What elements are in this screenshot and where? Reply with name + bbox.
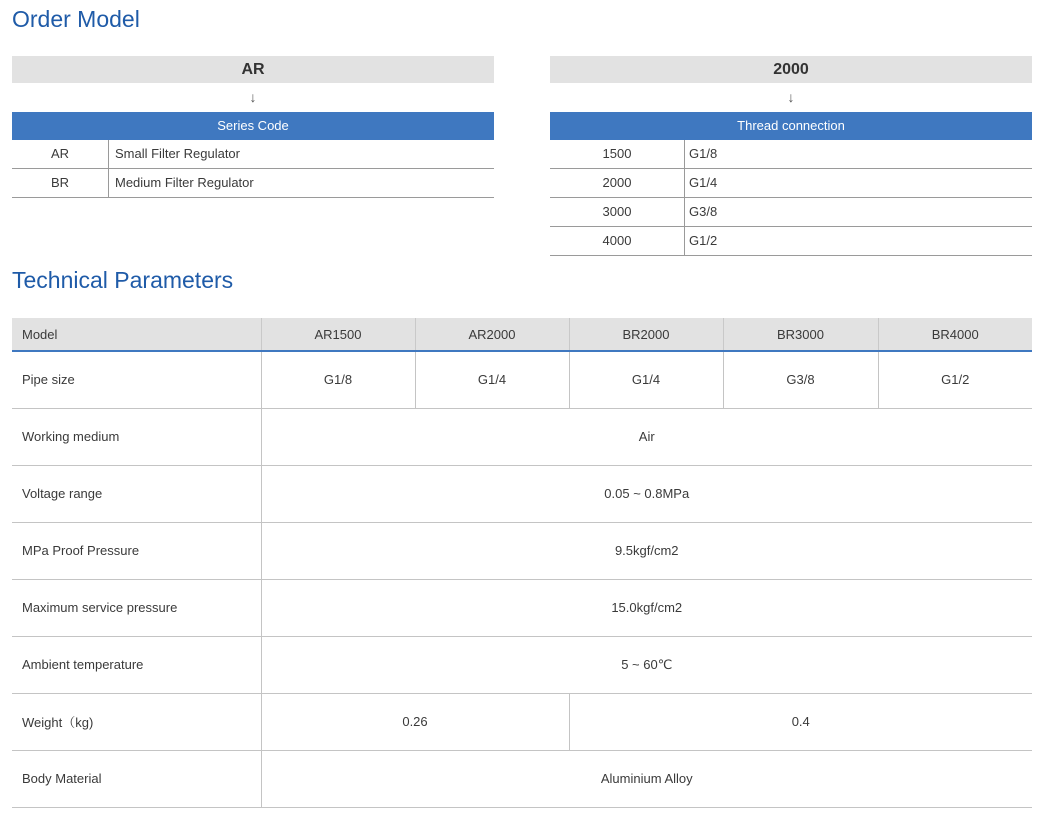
table-row — [12, 693, 1032, 750]
table-cell: 5 ~ 60℃ — [261, 636, 1032, 693]
thread-code-value: 2000 — [550, 56, 1032, 83]
down-arrow-icon: ↓ — [787, 89, 795, 105]
thread-connection-block — [550, 56, 1032, 256]
series-code-block — [12, 56, 494, 198]
series-option-desc: Small Filter Regulator — [115, 146, 240, 161]
table-cell: 0.4 — [569, 693, 1032, 750]
table-cell: 0.05 ~ 0.8MPa — [261, 465, 1032, 522]
thread-option-row — [550, 140, 1032, 169]
column-header-model: Model — [12, 318, 261, 351]
row-label: Maximum service pressure — [12, 579, 261, 636]
row-label: Ambient temperature — [12, 636, 261, 693]
column-header: AR2000 — [415, 318, 569, 351]
technical-parameters-heading: Technical Parameters — [12, 267, 234, 293]
series-code-header: Series Code — [12, 112, 494, 140]
series-option-code: BR — [12, 169, 109, 197]
table-cell: G3/8 — [723, 351, 878, 408]
table-cell: G1/8 — [261, 351, 415, 408]
series-option-row — [12, 140, 494, 169]
table-cell: G1/4 — [569, 351, 723, 408]
order-model-heading: Order Model — [12, 6, 140, 32]
table-cell: Air — [261, 408, 1032, 465]
technical-parameters-table — [12, 318, 1032, 808]
thread-option-desc: G3/8 — [689, 204, 718, 219]
table-row — [12, 408, 1032, 465]
row-label: Working medium — [12, 408, 261, 465]
table-cell: 0.26 — [261, 693, 569, 750]
table-cell: G1/4 — [415, 351, 569, 408]
thread-option-code: 1500 — [550, 140, 685, 168]
series-option-desc: Medium Filter Regulator — [115, 175, 254, 190]
column-header: AR1500 — [261, 318, 415, 351]
thread-option-desc: G1/8 — [689, 146, 718, 161]
down-arrow-icon: ↓ — [249, 89, 257, 105]
table-row — [12, 579, 1032, 636]
series-option-row — [12, 169, 494, 198]
thread-option-row — [550, 227, 1032, 256]
row-label: Voltage range — [12, 465, 261, 522]
table-cell: 9.5kgf/cm2 — [261, 522, 1032, 579]
series-code-value: AR — [12, 56, 494, 83]
thread-option-code: 3000 — [550, 198, 685, 226]
table-header-row — [12, 318, 1032, 351]
table-row — [12, 351, 1032, 408]
table-row — [12, 750, 1032, 807]
column-header: BR4000 — [878, 318, 1032, 351]
series-option-code: AR — [12, 140, 109, 168]
table-row — [12, 465, 1032, 522]
row-label: Weight（kg) — [12, 693, 261, 750]
table-row — [12, 522, 1032, 579]
thread-option-desc: G1/2 — [689, 233, 718, 248]
table-row — [12, 636, 1032, 693]
table-cell: Aluminium Alloy — [261, 750, 1032, 807]
column-header: BR3000 — [723, 318, 878, 351]
table-cell: 15.0kgf/cm2 — [261, 579, 1032, 636]
thread-option-code: 4000 — [550, 227, 685, 255]
thread-connection-header: Thread connection — [550, 112, 1032, 140]
column-header: BR2000 — [569, 318, 723, 351]
thread-option-desc: G1/4 — [689, 175, 718, 190]
row-label: Body Material — [12, 750, 261, 807]
thread-option-row — [550, 169, 1032, 198]
row-label: Pipe size — [12, 351, 261, 408]
table-cell: G1/2 — [878, 351, 1032, 408]
thread-option-row — [550, 198, 1032, 227]
thread-option-code: 2000 — [550, 169, 685, 197]
row-label: MPa Proof Pressure — [12, 522, 261, 579]
